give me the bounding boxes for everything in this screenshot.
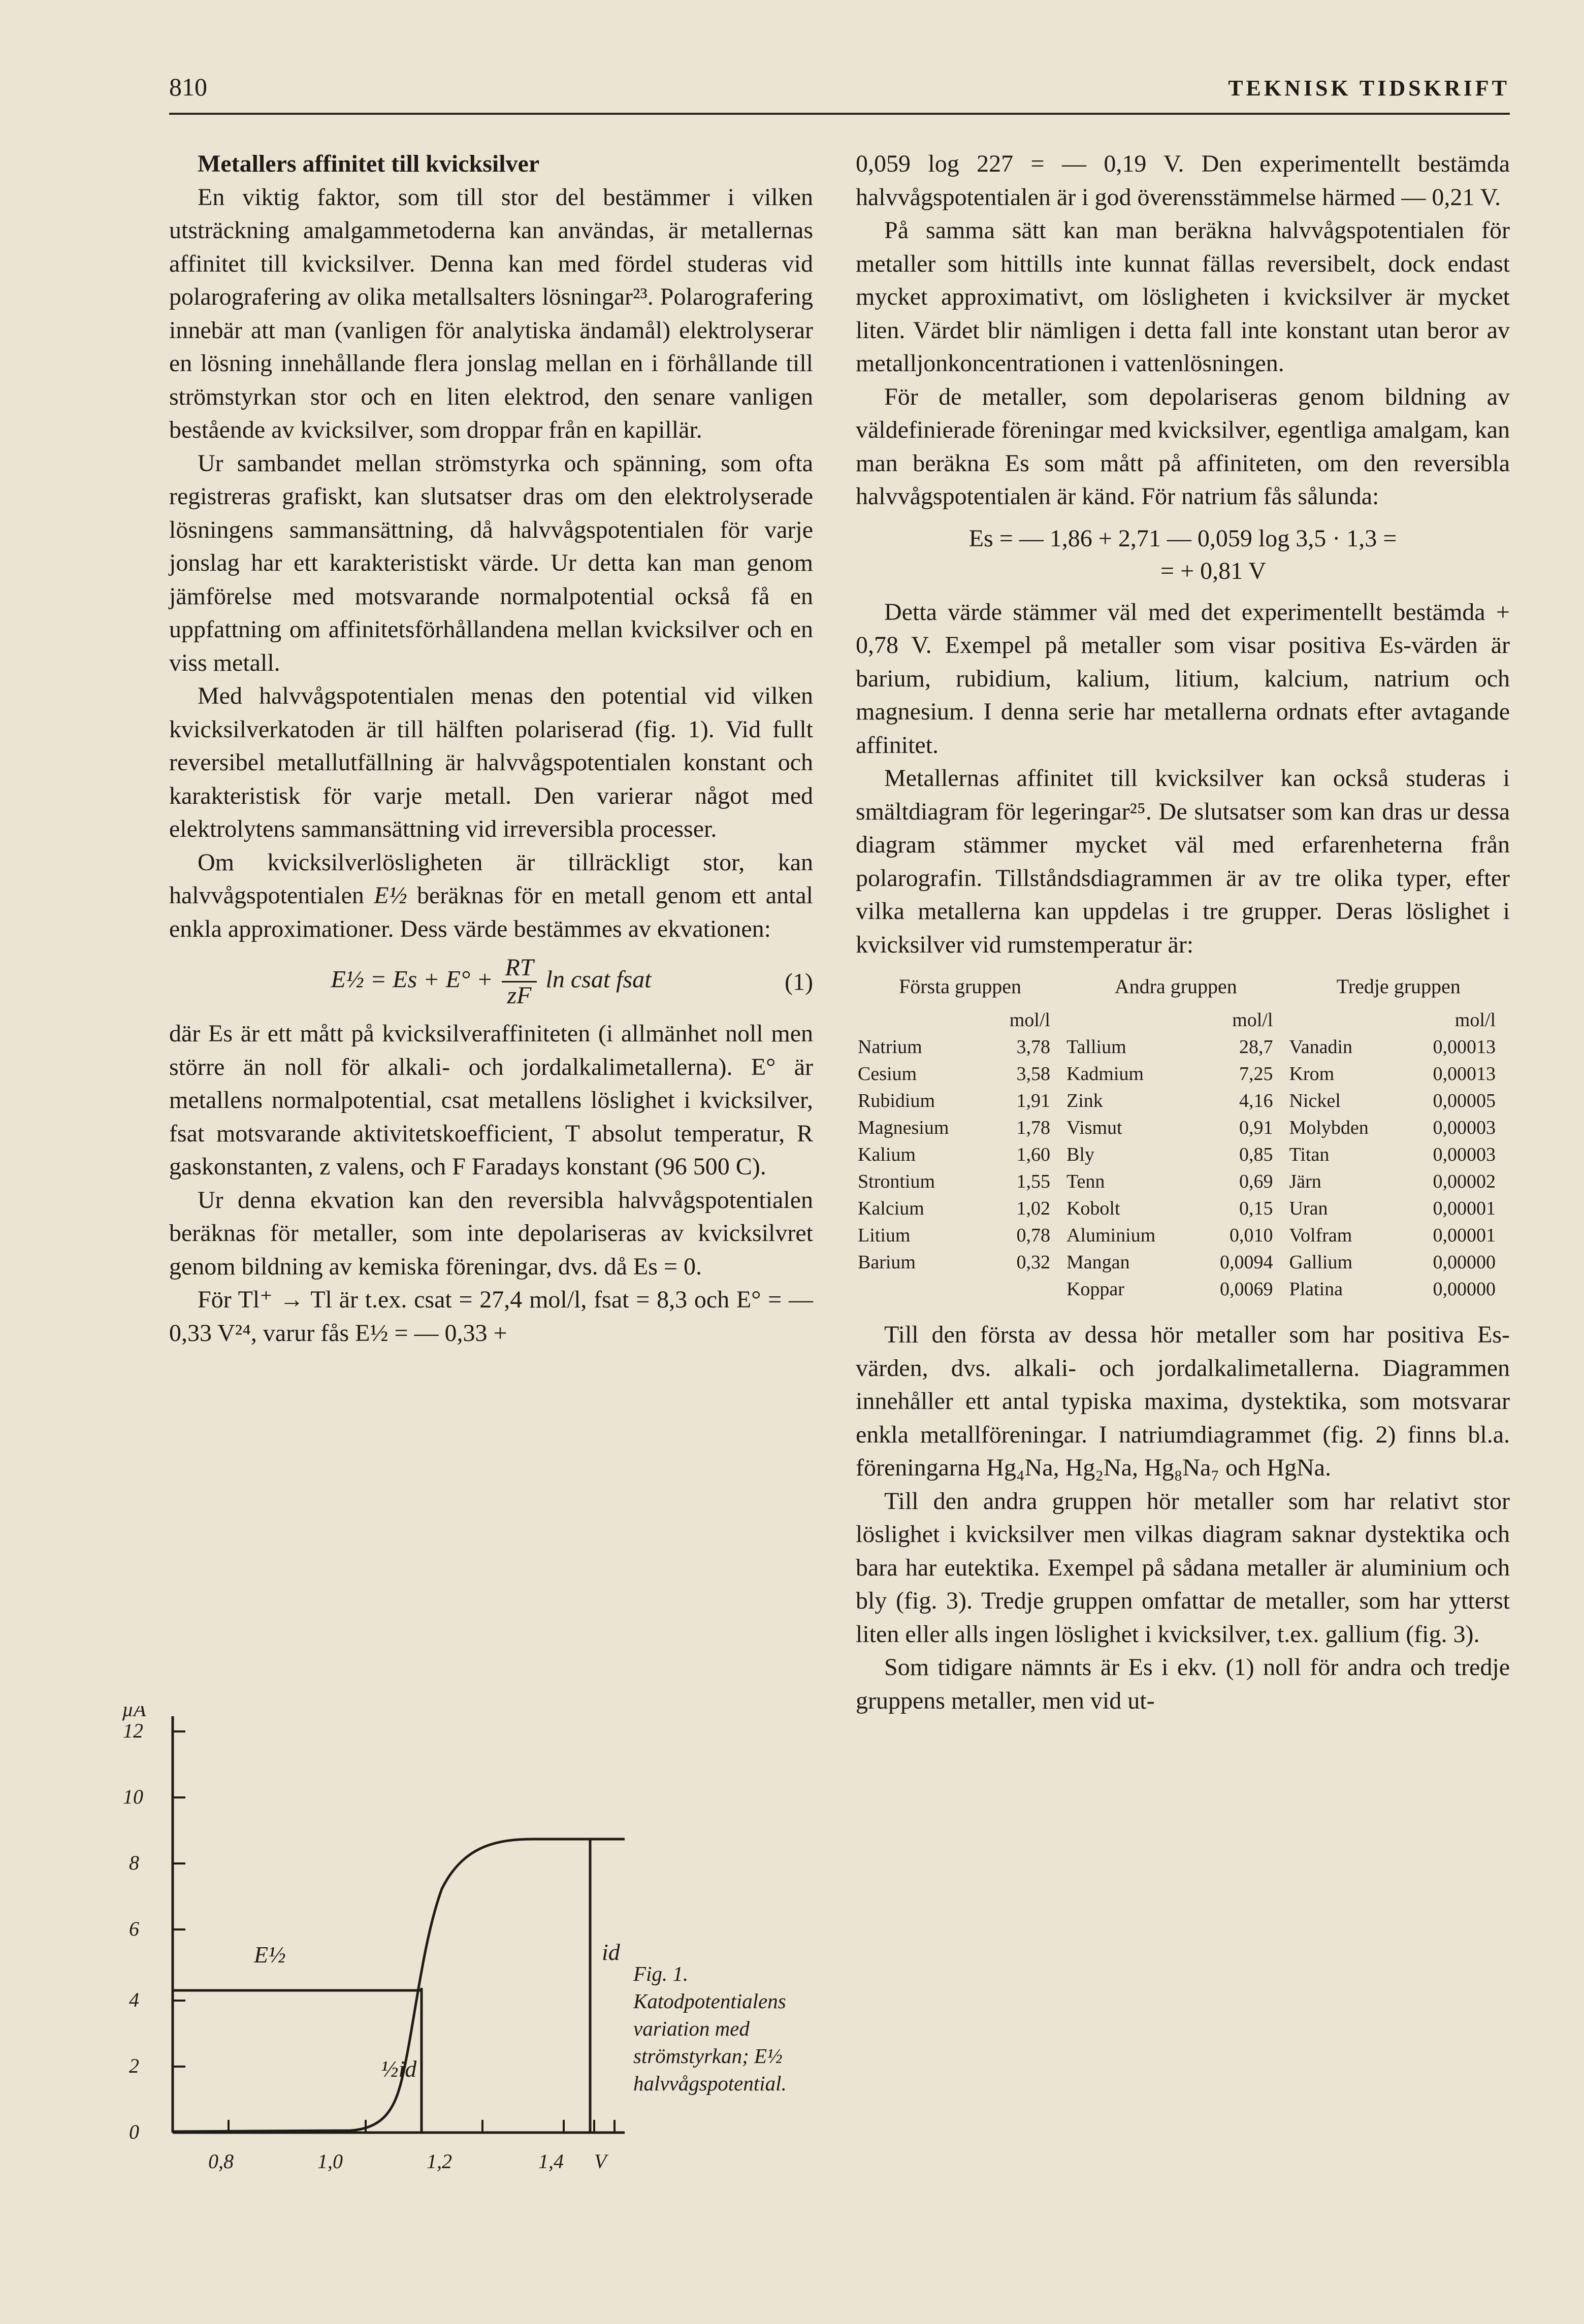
table-unit: mol/l xyxy=(1009,1009,1050,1031)
equation-line: Es = — 1,86 + 2,71 — 0,059 log 3,5 · 1,3 = xyxy=(968,525,1397,552)
table-cell-metal: Strontium xyxy=(858,1171,935,1192)
table-cell-metal: Kalcium xyxy=(858,1198,924,1219)
symbol: E½ xyxy=(374,882,407,909)
figure-1 xyxy=(117,1706,848,2188)
paragraph: Metallernas affinitet till kvicksilver kan också studeras i smältdiagram för legeringar²⁵. De slutsatser som kan dras ur dessa diagram stämmer mycket väl med erfarenheterna från polarografin. Tillståndsdiagrammen är av tre olika typer, efter vilka metallerna kan uppdelas i tre grupper. Deras löslighet i kvicksilver vid rumstemperatur är: xyxy=(856,765,1510,958)
x-tick-label: 0,8 xyxy=(208,2150,234,2173)
half-id-label: ½id xyxy=(381,2056,417,2082)
table-cell-metal: Natrium xyxy=(858,1036,922,1058)
paragraph: Som tidigare nämnts är Es i ekv. (1) noll för andra och tredje gruppens metaller, men vid ut- xyxy=(856,1654,1510,1714)
table-cell-metal: Kalium xyxy=(858,1144,916,1165)
table-unit: mol/l xyxy=(1232,1009,1273,1031)
equation-2 xyxy=(856,522,1510,587)
table-cell-value: 0,0094 xyxy=(1219,1252,1273,1273)
paragraph: Med halvvågspotentialen menas den potential vid vilken kvicksilverkatoden är till hälften polariserad (fig. 1). Vid fullt reversibel metallutfällning är halvvågspotentialen konstant och karakteristisk för varje metall. Den varierar något med elektrolytens sammansättning vid irreversibla processer. xyxy=(169,682,813,842)
section-heading: Metallers affinitet till kvicksilver xyxy=(198,150,540,177)
table-cell-metal: Platina xyxy=(1289,1279,1343,1300)
table-cell-value: 0,0069 xyxy=(1219,1279,1273,1300)
table-cell-metal xyxy=(856,1276,986,1303)
table-cell-value: 0,00005 xyxy=(1433,1090,1496,1111)
table-row xyxy=(856,1168,1510,1195)
table-row xyxy=(856,1222,1510,1249)
paragraph: För Tl⁺ → Tl är t.ex. csat = 27,4 mol/l, fsat = 8,3 och E° = — 0,33 V²⁴, varur fås E½ = — 0,33 + xyxy=(169,1286,813,1347)
table-header-row xyxy=(856,972,1510,1007)
right-column xyxy=(856,147,1510,1717)
table-cell-metal: Litium xyxy=(858,1225,911,1246)
solubility-table xyxy=(856,972,1510,1303)
table-cell-value: 3,58 xyxy=(1016,1063,1050,1085)
y-tick-label: 12 xyxy=(123,1719,143,1742)
table-row xyxy=(856,1276,1510,1303)
table-row xyxy=(856,1141,1510,1168)
table-cell-value: 0,91 xyxy=(1239,1117,1273,1138)
table-cell-value: 1,91 xyxy=(1016,1090,1050,1111)
figure-caption: Fig. 1. Katodpotentialens variation med strömstyrkan; E½ halvvågspotential. xyxy=(633,1962,787,2095)
table-cell-metal: Tenn xyxy=(1066,1171,1105,1192)
table-cell-value: 1,60 xyxy=(1016,1144,1050,1165)
table-cell-value: 0,32 xyxy=(1016,1252,1050,1273)
paragraph: där Es är ett mått på kvicksilveraffiniteten (i allmänhet noll men större än noll för alkali- och jordalkalimetallerna). E° är metallens normalpotential, csat metallens löslighet i kvicksilver, fsat motsvarande aktivitetskoefficient, T absolut temperatur, R gaskonstanten, z valens, och F Faradays konstant (96 500 C). xyxy=(169,1020,813,1180)
table-cell-metal: Bly xyxy=(1066,1144,1094,1165)
id-label: id xyxy=(602,1939,620,1965)
y-tick-label: 2 xyxy=(129,2054,139,2077)
journal-title: TEKNISK TIDSKRIFT xyxy=(1228,76,1510,101)
table-cell-metal: Järn xyxy=(1289,1171,1321,1192)
half-wave-label: E½ xyxy=(254,1942,286,1968)
paragraph: Till den första av dessa hör metaller som har positiva Es-värden, dvs. alkali- och jordalkalimetallerna. Diagrammen innehåller ett antal typiska maxima, dystektika, som motsvarar enkla metallföreningar. I natriumdiagrammet (fig. 2) finns bl.a. föreningarna Hg₄Na, Hg₂Na, Hg₈Na₇ och HgNa. xyxy=(856,1321,1510,1481)
table-cell-metal: Magnesium xyxy=(858,1117,949,1138)
y-unit-label: µA xyxy=(122,1706,146,1721)
table-cell-metal: Barium xyxy=(858,1252,916,1273)
table-cell-metal: Zink xyxy=(1066,1090,1103,1111)
table-row xyxy=(856,1249,1510,1276)
table-cell-value: 1,02 xyxy=(1016,1198,1050,1219)
y-tick-label: 6 xyxy=(129,1917,139,1940)
table-cell-value: 4,16 xyxy=(1239,1090,1273,1111)
table-cell-metal: Molybden xyxy=(1289,1117,1369,1138)
table-cell-metal: Koppar xyxy=(1066,1279,1124,1300)
table-cell-value: 0,00001 xyxy=(1433,1225,1496,1246)
x-unit-label: V xyxy=(594,2150,607,2173)
table-cell-value: 0,00013 xyxy=(1433,1036,1496,1058)
paragraph-text: Om kvicksilverlösligheten är tillräckligt stor, kan halvvågspotentialen xyxy=(169,848,813,909)
table-cell-value: 0,00013 xyxy=(1433,1063,1496,1085)
table-row xyxy=(856,1115,1510,1141)
table-cell-value: 0,00000 xyxy=(1433,1252,1496,1273)
table-cell-value: 0,00003 xyxy=(1433,1144,1496,1165)
table-cell-metal: Kobolt xyxy=(1066,1198,1120,1219)
table-cell-value: 1,55 xyxy=(1016,1171,1050,1192)
x-tick-label: 1,0 xyxy=(317,2150,343,2173)
table-group-header: Första gruppen xyxy=(898,975,1022,998)
table-cell-value: 0,00002 xyxy=(1433,1171,1496,1192)
table-cell-value: 0,00003 xyxy=(1433,1117,1496,1138)
table-cell-value: 0,010 xyxy=(1229,1225,1273,1246)
figure-1-plot xyxy=(117,1706,848,2188)
fraction-numerator: RT xyxy=(502,955,536,983)
table-cell-value: 7,25 xyxy=(1239,1063,1273,1085)
paragraph xyxy=(169,846,813,946)
paragraph-text: beräknas för en metall genom ett antal enkla approximationer. Dess värde bestämmes av ekvationen: xyxy=(169,882,814,942)
table-unit-row xyxy=(856,1007,1510,1034)
table-cell-metal: Rubidium xyxy=(858,1090,935,1111)
x-tick-label: 1,2 xyxy=(427,2150,452,2173)
x-tick-label: 1,4 xyxy=(538,2150,564,2173)
paragraph: En viktig faktor, som till stor del bestämmer i vilken utsträckning amalgammetoderna kan användas, är metallernas affinitet till kvicksilver. Denna kan med fördel studeras vid polarografering av olika metallsalters lösningar²³. Polarografering innebär att man (vanligen för analytiska ändamål) elektrolyserar en lösning innehållande flera jonslag mellan en i förhållande till strömstyrkan stor och en liten elektrod, den senare vanligen bestående av kvicksilver, som droppar från en kapillär. xyxy=(169,183,813,443)
page-number: 810 xyxy=(169,73,207,101)
table-cell-metal: Aluminium xyxy=(1066,1225,1156,1246)
table-cell-value: 1,78 xyxy=(1016,1117,1050,1138)
current-voltage-curve xyxy=(173,1839,625,2132)
table-cell-metal: Cesium xyxy=(858,1063,917,1085)
equation-line: = + 0,81 V xyxy=(1160,557,1266,584)
y-tick-label: 4 xyxy=(129,1988,139,2011)
table-cell-metal: Kadmium xyxy=(1066,1063,1144,1085)
table-cell-metal: Nickel xyxy=(1289,1090,1341,1111)
table-cell-metal: Mangan xyxy=(1066,1252,1130,1273)
table-cell-metal: Uran xyxy=(1289,1198,1328,1219)
table-cell-metal: Tallium xyxy=(1066,1036,1126,1058)
table-row xyxy=(856,1195,1510,1222)
paragraph: Till den andra gruppen hör metaller som har relativt stor löslighet i kvicksilver men vilkas diagram saknar dystektika och bara har eutektika. Exempel på sådana metaller är aluminium och bly (fig. 3). Tredje gruppen omfattar de metaller, som har ytterst liten eller alls ingen löslighet i kvicksilver, t.ex. gallium (fig. 3). xyxy=(856,1487,1510,1648)
table-unit: mol/l xyxy=(1454,1009,1496,1031)
paragraph: För de metaller, som depolariseras genom bildning av väldefinierade föreningar med kvicksilver, egentliga amalgam, kan man beräkna Es som mått på affiniteten, om den reversibla halvvågspotentialen är känd. För natrium fås sålunda: xyxy=(856,383,1510,510)
left-column xyxy=(169,147,813,1350)
table-cell-metal: Krom xyxy=(1289,1063,1335,1085)
table-cell-value: 0,69 xyxy=(1239,1171,1273,1192)
table-group-header: Andra gruppen xyxy=(1114,975,1237,998)
table-cell-value: 28,7 xyxy=(1239,1036,1273,1058)
table-cell-metal: Vanadin xyxy=(1289,1036,1353,1058)
paragraph: 0,059 log 227 = — 0,19 V. Den experimentellt bestämda halvvågspotentialen är i god överensstämmelse härmed — 0,21 V. xyxy=(856,150,1510,211)
y-tick-label: 8 xyxy=(129,1851,139,1874)
y-tick-label: 10 xyxy=(123,1785,143,1808)
table-cell-metal: Volfram xyxy=(1289,1225,1352,1246)
table-cell-value: 0,00001 xyxy=(1433,1198,1496,1219)
equation-fraction xyxy=(502,955,536,1009)
header-rule xyxy=(169,113,1510,115)
paragraph: Detta värde stämmer väl med det experimentellt bestämda + 0,78 V. Exempel på metaller som visar positiva Es-värden är barium, rubidium, kalium, litium, kalcium, natrium och magnesium. I denna serie har metallerna ordnats efter avtagande affinitet. xyxy=(856,598,1510,759)
table-cell-value xyxy=(986,1276,1064,1303)
equation-lhs: E½ = Es + E° + xyxy=(331,966,493,993)
table-cell-value: 0,15 xyxy=(1239,1198,1273,1219)
table-cell-value: 0,78 xyxy=(1016,1225,1050,1246)
table-cell-metal: Titan xyxy=(1289,1144,1330,1165)
table-cell-metal: Gallium xyxy=(1289,1252,1353,1273)
equation-1 xyxy=(169,955,813,1009)
equation-rhs: ln csat fsat xyxy=(545,966,652,993)
table-row xyxy=(856,1034,1510,1061)
table-row xyxy=(856,1088,1510,1115)
table-body xyxy=(856,1034,1510,1303)
equation-number: (1) xyxy=(785,968,813,995)
table-cell-value: 3,78 xyxy=(1016,1036,1050,1058)
table-cell-value: 0,85 xyxy=(1239,1144,1273,1165)
y-tick-label: 0 xyxy=(129,2120,139,2143)
paragraph: Ur sambandet mellan strömstyrka och spänning, som ofta registreras grafiskt, kan slutsatser dras om den elektrolyserade lösningens sammansättning, då halvvågspotentialen för varje jonslag har ett karakteristiskt värde. Ur detta kan man genom jämförelse med motsvarande normalpotential också få en uppfattning om affinitetsförhållandena mellan kvicksilver och en viss metall. xyxy=(169,449,813,676)
fraction-denominator: zF xyxy=(507,982,532,1009)
table-cell-metal: Vismut xyxy=(1066,1117,1122,1138)
table-cell-value: 0,00000 xyxy=(1433,1279,1496,1300)
paragraph: Ur denna ekvation kan den reversibla halvvågspotentialen beräknas för metaller, som inte depolariseras av kvicksilvret genom bildning av kemiska föreningar, dvs. då Es = 0. xyxy=(169,1186,813,1280)
paragraph: På samma sätt kan man beräkna halvvågspotentialen för metaller som hittills inte kunnat fällas reversibelt, dock endast mycket approximativt, om lösligheten i kvicksilver är mycket liten. Värdet blir nämligen i detta fall inte konstant utan beror av metalljonkoncentrationen i vattenlösningen. xyxy=(856,217,1510,377)
table-group-header: Tredje gruppen xyxy=(1336,975,1461,998)
table-row xyxy=(856,1061,1510,1088)
